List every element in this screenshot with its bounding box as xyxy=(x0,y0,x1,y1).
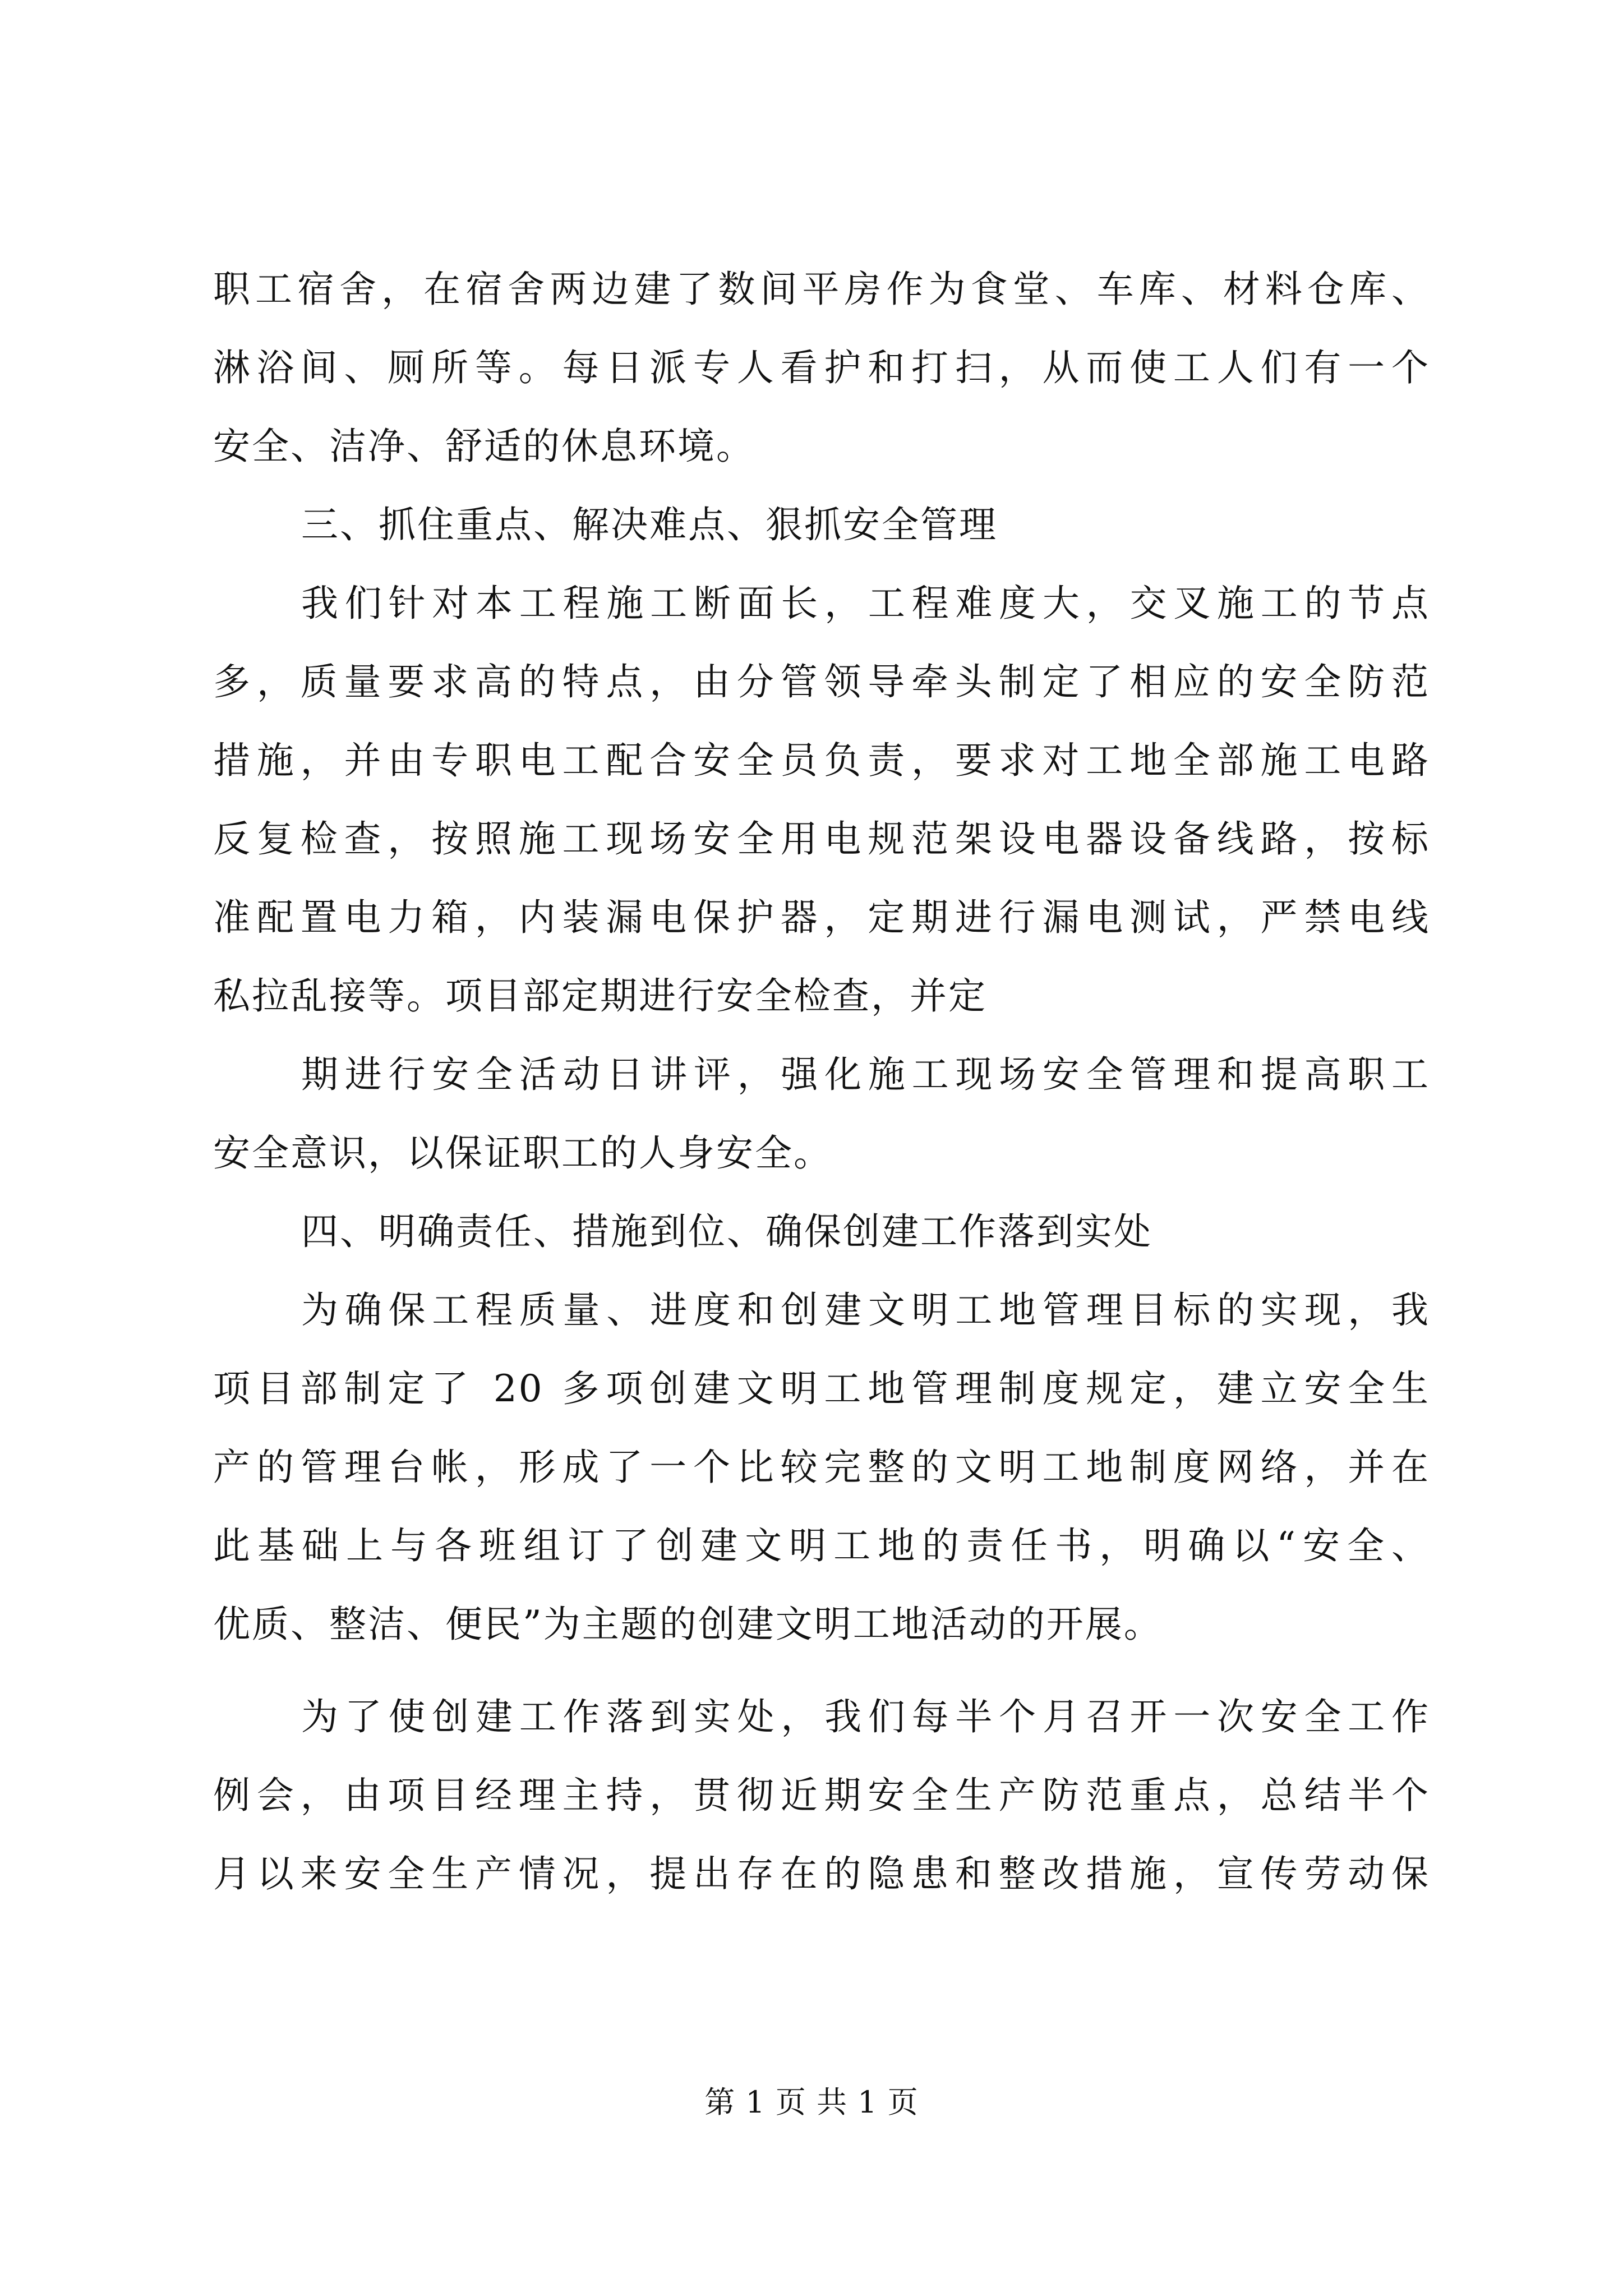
section-heading: 三、抓住重点、解决难点、狠抓安全管理 xyxy=(301,503,998,546)
text-line: 职工宿舍，在宿舍两边建了数间平房作为食堂、车库、材料仓库、 xyxy=(213,268,1430,311)
text-line: 准配置电力箱，内装漏电保护器，定期进行漏电测试，严禁电线 xyxy=(213,896,1430,939)
text-line: 产的管理台帐，形成了一个比较完整的文明工地制度网络，并在 xyxy=(213,1446,1430,1489)
text-line: 月以来安全生产情况，提出存在的隐患和整改措施，宣传劳动保 xyxy=(213,1852,1430,1895)
text-line: 安全、洁净、舒适的休息环境。 xyxy=(213,425,755,468)
text-line: 项目部制定了 20 多项创建文明工地管理制度规定，建立安全生 xyxy=(213,1367,1430,1410)
text-line: 我们针对本工程施工断面长，工程难度大，交叉施工的节点 xyxy=(301,582,1430,625)
text-line: 期进行安全活动日讲评，强化施工现场安全管理和提高职工 xyxy=(301,1053,1430,1096)
text-line: 私拉乱接等。项目部定期进行安全检查，并定 xyxy=(213,974,987,1018)
text-line: 反复检查，按照施工现场安全用电规范架设电器设备线路，按标 xyxy=(213,817,1430,861)
text-line: 措施，并由专职电工配合安全员负责，要求对工地全部施工电路 xyxy=(213,739,1430,782)
text-line: 为确保工程质量、进度和创建文明工地管理目标的实现，我 xyxy=(301,1289,1430,1332)
text-line: 例会，由项目经理主持，贯彻近期安全生产防范重点，总结半个 xyxy=(213,1774,1430,1817)
page-number-footer: 第 1 页 共 1 页 xyxy=(704,2085,919,2120)
text-line: 优质、整洁、便民”为主题的创建文明工地活动的开展。 xyxy=(213,1603,1163,1646)
section-heading: 四、明确责任、措施到位、确保创建工作落到实处 xyxy=(301,1210,1152,1253)
text-line: 为了使创建工作落到实处，我们每半个月召开一次安全工作 xyxy=(301,1695,1430,1738)
text-line: 安全意识，以保证职工的人身安全。 xyxy=(213,1131,832,1175)
text-line: 淋浴间、厕所等。每日派专人看护和打扫，从而使工人们有一个 xyxy=(213,346,1430,389)
text-line: 此基础上与各班组订了创建文明工地的责任书，明确以“安全、 xyxy=(213,1524,1430,1567)
text-line: 多，质量要求高的特点，由分管领导牵头制定了相应的安全防范 xyxy=(213,660,1430,703)
